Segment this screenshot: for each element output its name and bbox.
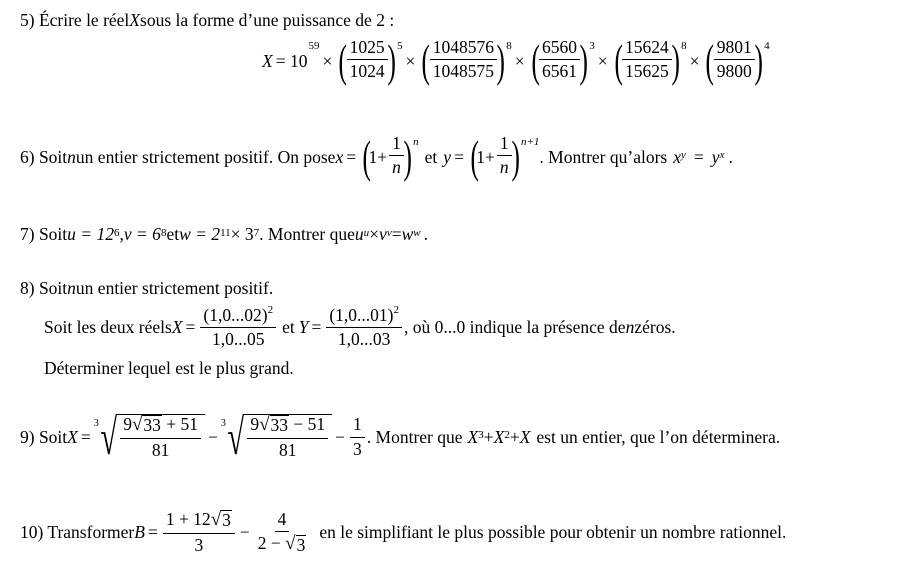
question-8-line-2: Soit les deux réels X = $\frac{(1,0...02)^2}{1,0...05}$ et Y = $\frac{(1,0...01)^2}{1,0...03}$ , où 0...0 indique la présence de n zéros. xyxy=(44,304,676,350)
fraction-power-2: ( $\frac{1048576}{1048575}$ ) 8 xyxy=(421,35,512,86)
fraction-power-1: ( $\frac{1025}{1024}$ ) 5 xyxy=(338,35,403,86)
question-7: 7) Soit u = 12 $^6$ , v = 6 $^8$ et w = 2 $^{11}$ × 3 $^7$ . Montrer que u $^u$ × v $^v$ = w $^w$ . xyxy=(20,224,428,244)
question-5-formula: X = 10 59 × ( $\frac{1025}{1024}$ ) 5 × ( $\frac{1048576}{1048575}$ ) 8 × ( $\frac{6560}{6561}$ ) 3 × ( $\frac{15624}{15625}$ ) 8 × ( $\frac{9801}{9800}$ ) 4 xyxy=(262,35,770,86)
question-10: 10) Transformer B = 1 + 12 √ 3 3 − 4 2 − √ 3 en le simplifiant le plus possible pour obtenir un nombre rationnel. xyxy=(20,509,787,555)
question-8-line-3: Déterminer lequel est le plus grand. xyxy=(44,358,294,378)
fraction-power-3: ( $\frac{6560}{6561}$ ) 3 xyxy=(531,35,595,86)
question-9: 9) Soit X = 3 √ 9 √ 33 + 51 81 − 3 √ 9 √ 33 − 51 81 − $\frac{1}{3}$ . Montrer que X $^3$ + X $^2$ + X est un entier, que l’on déterminera. xyxy=(20,409,781,465)
question-5-statement: 5) Écrire le réel X sous la forme d’une puissance de 2 : xyxy=(20,10,395,30)
question-8-line-1: 8) Soit n un entier strictement positif. xyxy=(20,278,274,298)
question-6: 6) Soit n un entier strictement positif. On pose x = ( 1+ $\frac{1}{n}$ ) n et y = ( 1+ $\frac{1}{n}$ ) n+1 . Montrer qu’alors x $^y$ = y $^x$ . xyxy=(20,131,733,182)
fraction-power-5: ( $\frac{9801}{9800}$ ) 4 xyxy=(705,35,770,86)
fraction-power-4: ( $\frac{15624}{15625}$ ) 8 xyxy=(614,35,687,86)
